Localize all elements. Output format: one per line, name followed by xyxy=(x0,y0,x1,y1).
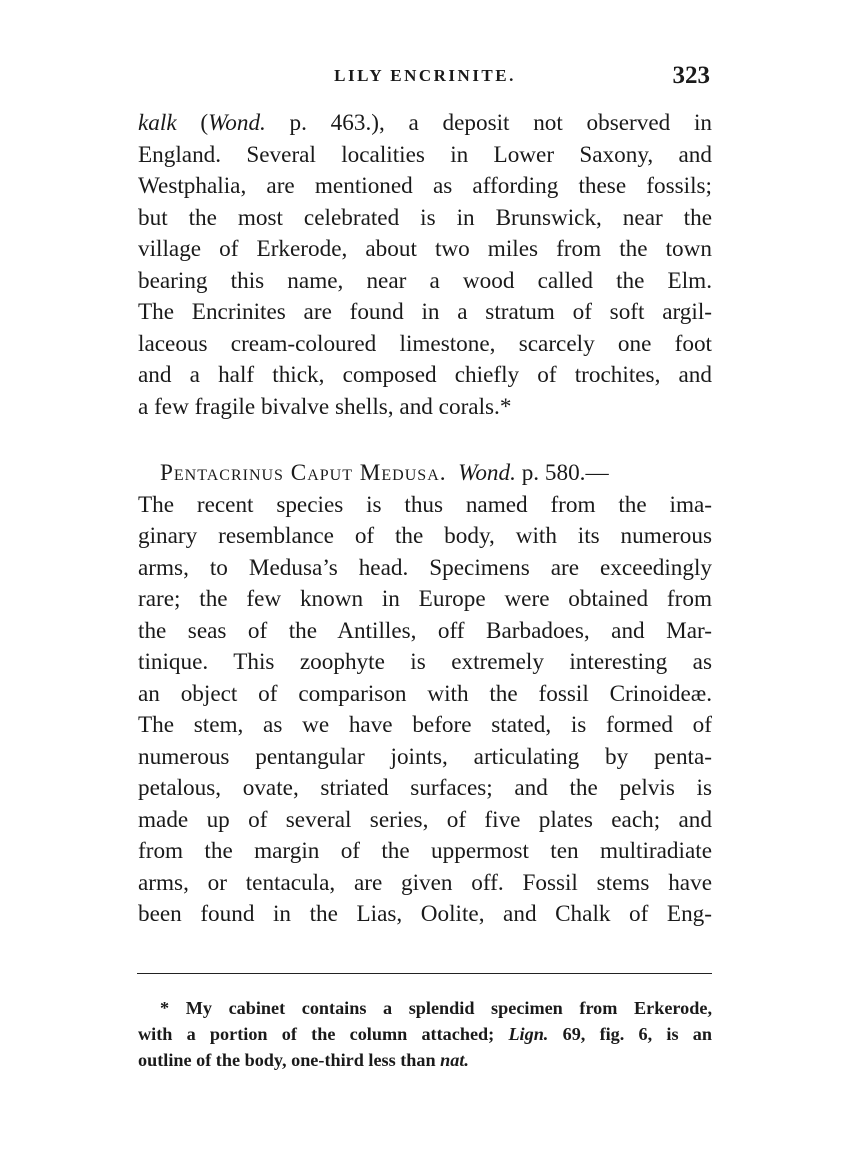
italic-reference: Lign. xyxy=(508,1024,549,1044)
section-heading-line xyxy=(138,458,712,490)
text-line: but the most celebrated is in Brunswick, near the xyxy=(138,204,712,231)
running-header xyxy=(140,62,710,92)
italic-reference: Wond. xyxy=(208,110,266,136)
page-number: 323 xyxy=(672,62,710,89)
text-line: arms, to Medusa’s head. Specimens are exceedingly xyxy=(138,554,712,581)
text-line: The stem, as we have before stated, is formed of xyxy=(138,712,712,738)
text-line: The Encrinites are found in a stratum of soft argil- xyxy=(138,299,712,325)
text-fragment: ( xyxy=(176,110,209,136)
italic-reference: Wond. xyxy=(458,460,516,486)
text-line: laceous cream-coloured limestone, scarcely one foot xyxy=(138,330,712,357)
text-line: The recent species is thus named from the ima- xyxy=(138,491,712,518)
paragraph-pentacrinus xyxy=(138,458,712,931)
text-line: petalous, ovate, striated surfaces; and the pelvis is xyxy=(138,775,712,801)
text-line: a few fragile bivalve shells, and corals.* xyxy=(138,393,512,420)
footnote-line xyxy=(138,1021,712,1047)
text-line: England. Several localities in Lower Saxony, and xyxy=(138,141,712,168)
running-title: LILY ENCRINITE. xyxy=(334,66,516,85)
text-fragment: p. 463.), a deposit not observed in xyxy=(265,110,712,136)
footnote-divider xyxy=(137,973,712,974)
text-line: made up of several series, of five plates each; and xyxy=(138,806,712,833)
text-line: been found in the Lias, Oolite, and Chalk of Eng- xyxy=(138,901,712,927)
text-line: and a half thick, composed chiefly of trochites, and xyxy=(138,362,712,388)
text-fragment: outline of the body, one-third less than xyxy=(138,1050,441,1070)
italic-abbreviation: nat. xyxy=(440,1050,469,1070)
text-line: Westphalia, are mentioned as affording these fossils; xyxy=(138,173,712,199)
body-text xyxy=(138,108,712,931)
text-line: an object of comparison with the fossil Crinoideæ. xyxy=(138,680,712,707)
text-line: from the margin of the uppermost ten multiradiate xyxy=(138,838,712,864)
text-line: numerous pentangular joints, articulating by penta- xyxy=(138,743,712,770)
text-line: tinique. This zoophyte is extremely interesting as xyxy=(138,649,712,675)
text-line: arms, or tentacula, are given off. Fossil stems have xyxy=(138,869,712,896)
text-line: bearing this name, near a wood called the Elm. xyxy=(138,267,712,294)
text-line: village of Erkerode, about two miles from the town xyxy=(138,236,712,262)
section-heading: Pentacrinus Caput Medusa. xyxy=(160,460,447,486)
text-fragment: with a portion of the column attached; xyxy=(138,1024,509,1044)
heading-reference: p. 580.— xyxy=(515,460,609,486)
text-line: ginary resemblance of the body, with its numerous xyxy=(138,523,712,549)
italic-word: kalk xyxy=(138,110,177,136)
paragraph-lily-encrinite-locality xyxy=(138,108,712,423)
text-fragment: 69, fig. 6, is an xyxy=(548,1024,713,1044)
footnote-line: * My cabinet contains a splendid specimen from Erkerode, xyxy=(160,998,712,1018)
footnote-line xyxy=(138,1047,712,1073)
text-line xyxy=(138,108,712,140)
text-line: rare; the few known in Europe were obtained from xyxy=(138,586,712,612)
paragraph-gap xyxy=(138,423,712,458)
text-line: the seas of the Antilles, off Barbadoes, and Mar- xyxy=(138,617,712,644)
footnote xyxy=(138,995,712,1073)
